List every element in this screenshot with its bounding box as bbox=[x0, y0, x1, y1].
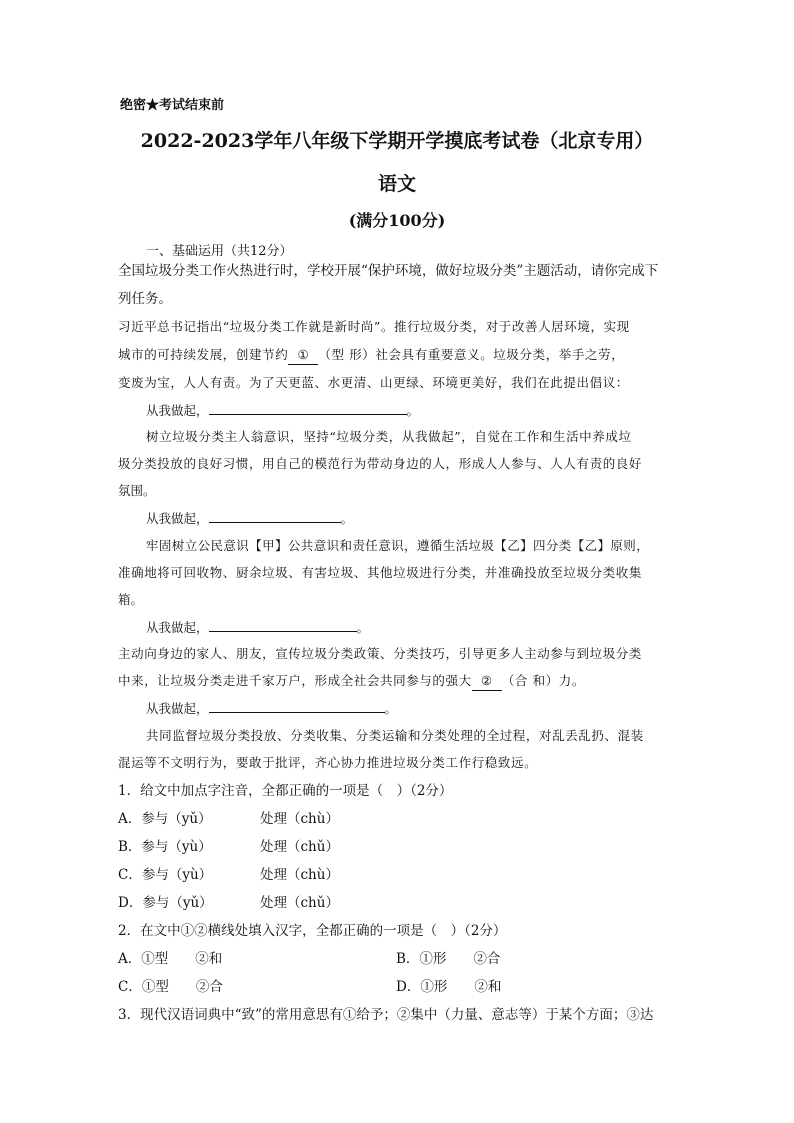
passage-text: （型 形）社会具有重要意义。垃圾分类，举手之劳， bbox=[318, 347, 625, 362]
pledge-line-3: 从我做起， 。 bbox=[146, 620, 370, 635]
passage-line: 圾分类投放的良好习惯，用自己的模范行为带动身边的人，形成人人参与、人人有责的良好 bbox=[118, 456, 643, 471]
passage-line: 变废为宝，人人有责。为了天更蓝、水更清、山更绿、环境更美好，我们在此提出倡议： bbox=[118, 375, 629, 390]
passage-text: 城市的可持续发展，创建节约 bbox=[118, 347, 289, 362]
passage-line: 主动向身边的家人、朋友，宣传垃圾分类政策、分类技巧，引导更多人主动参与到垃圾分类 bbox=[118, 646, 643, 661]
intro-line-2: 列任务。 bbox=[118, 291, 172, 307]
pledge-blank-2 bbox=[209, 509, 341, 523]
pledge-line-2: 从我做起， 。 bbox=[146, 511, 354, 526]
q1-option-c: C．参与（yù） 处理（chù） bbox=[118, 867, 339, 883]
blank-2: ② bbox=[472, 672, 502, 691]
confidential-label: 绝密★考试结束前 bbox=[120, 98, 225, 113]
passage-line bbox=[118, 346, 624, 365]
passage-line: 树立垃圾分类主人翁意识，坚持“垃圾分类，从我做起”，自觉在工作和生活中养成垃 bbox=[146, 429, 632, 444]
passage-line: 习近平总书记指出“垃圾分类工作就是新时尚”。推行垃圾分类，对于改善人居环境，实现 bbox=[118, 319, 630, 334]
q1-option-a: A．参与（yǔ） 处理（chù） bbox=[118, 811, 339, 827]
passage-text: （合 和）力。 bbox=[501, 673, 586, 688]
blank-1: ① bbox=[288, 346, 318, 365]
passage-line bbox=[118, 672, 585, 691]
question-1-stem: 1．给文中加点字注音，全都正确的一项是（ ）（2分） bbox=[118, 783, 453, 799]
question-2-stem: 2．在文中①②横线处填入汉字，全都正确的一项是（ ）（2分） bbox=[118, 923, 507, 939]
intro-line-1: 全国垃圾分类工作火热进行时，学校开展“保护环境，做好垃圾分类”主题活动，请你完成下 bbox=[118, 263, 659, 279]
section-heading: 一、基础运用（共12分） bbox=[146, 244, 293, 259]
pledge-line-4: 从我做起， 。 bbox=[146, 701, 398, 716]
q1-option-d: D．参与（yǔ） 处理（chǔ） bbox=[118, 895, 339, 911]
full-score: (满分100分) bbox=[348, 211, 446, 230]
q2-option-c: C．①型 ②合 bbox=[118, 979, 223, 995]
passage-line: 氛围。 bbox=[118, 483, 156, 498]
q1-option-b: B．参与（yù） 处理（chǔ） bbox=[118, 839, 339, 855]
pledge-blank-4 bbox=[209, 699, 385, 713]
exam-title: 2022-2023学年八年级下学期开学摸底考试卷（北京专用） bbox=[140, 130, 654, 152]
subject-title: 语文 bbox=[377, 173, 416, 195]
q2-option-b: B．①形 ②合 bbox=[396, 951, 501, 967]
pledge-line-1: 从我做起， 。 bbox=[146, 403, 420, 418]
pledge-blank-1 bbox=[209, 401, 407, 415]
passage-line: 准确地将可回收物、厨余垃圾、有害垃圾、其他垃圾进行分类，并准确投放至垃圾分类收集 bbox=[118, 565, 643, 580]
passage-line: 共同监督垃圾分类投放、分类收集、分类运输和分类处理的全过程，对乱丢乱扔、混装 bbox=[146, 728, 644, 743]
question-3-stem: 3．现代汉语词典中“致”的常用意思有①给予；②集中（力量、意志等）于某个方面；③达 bbox=[118, 1007, 654, 1023]
pledge-blank-3 bbox=[209, 618, 357, 632]
q2-option-a: A．①型 ②和 bbox=[118, 951, 223, 967]
q2-option-d: D．①形 ②和 bbox=[396, 979, 502, 995]
passage-line: 箱。 bbox=[118, 592, 144, 607]
passage-line: 牢固树立公民意识【甲】公共意识和责任意识，遵循生活垃圾【乙】四分类【乙】原则， bbox=[146, 538, 650, 553]
passage-line: 混运等不文明行为，要敢于批评，齐心协力推进垃圾分类工作行稳致远。 bbox=[118, 755, 538, 770]
passage-text: 中来，让垃圾分类走进千家万户，形成全社会共同参与的强大 bbox=[118, 673, 472, 688]
